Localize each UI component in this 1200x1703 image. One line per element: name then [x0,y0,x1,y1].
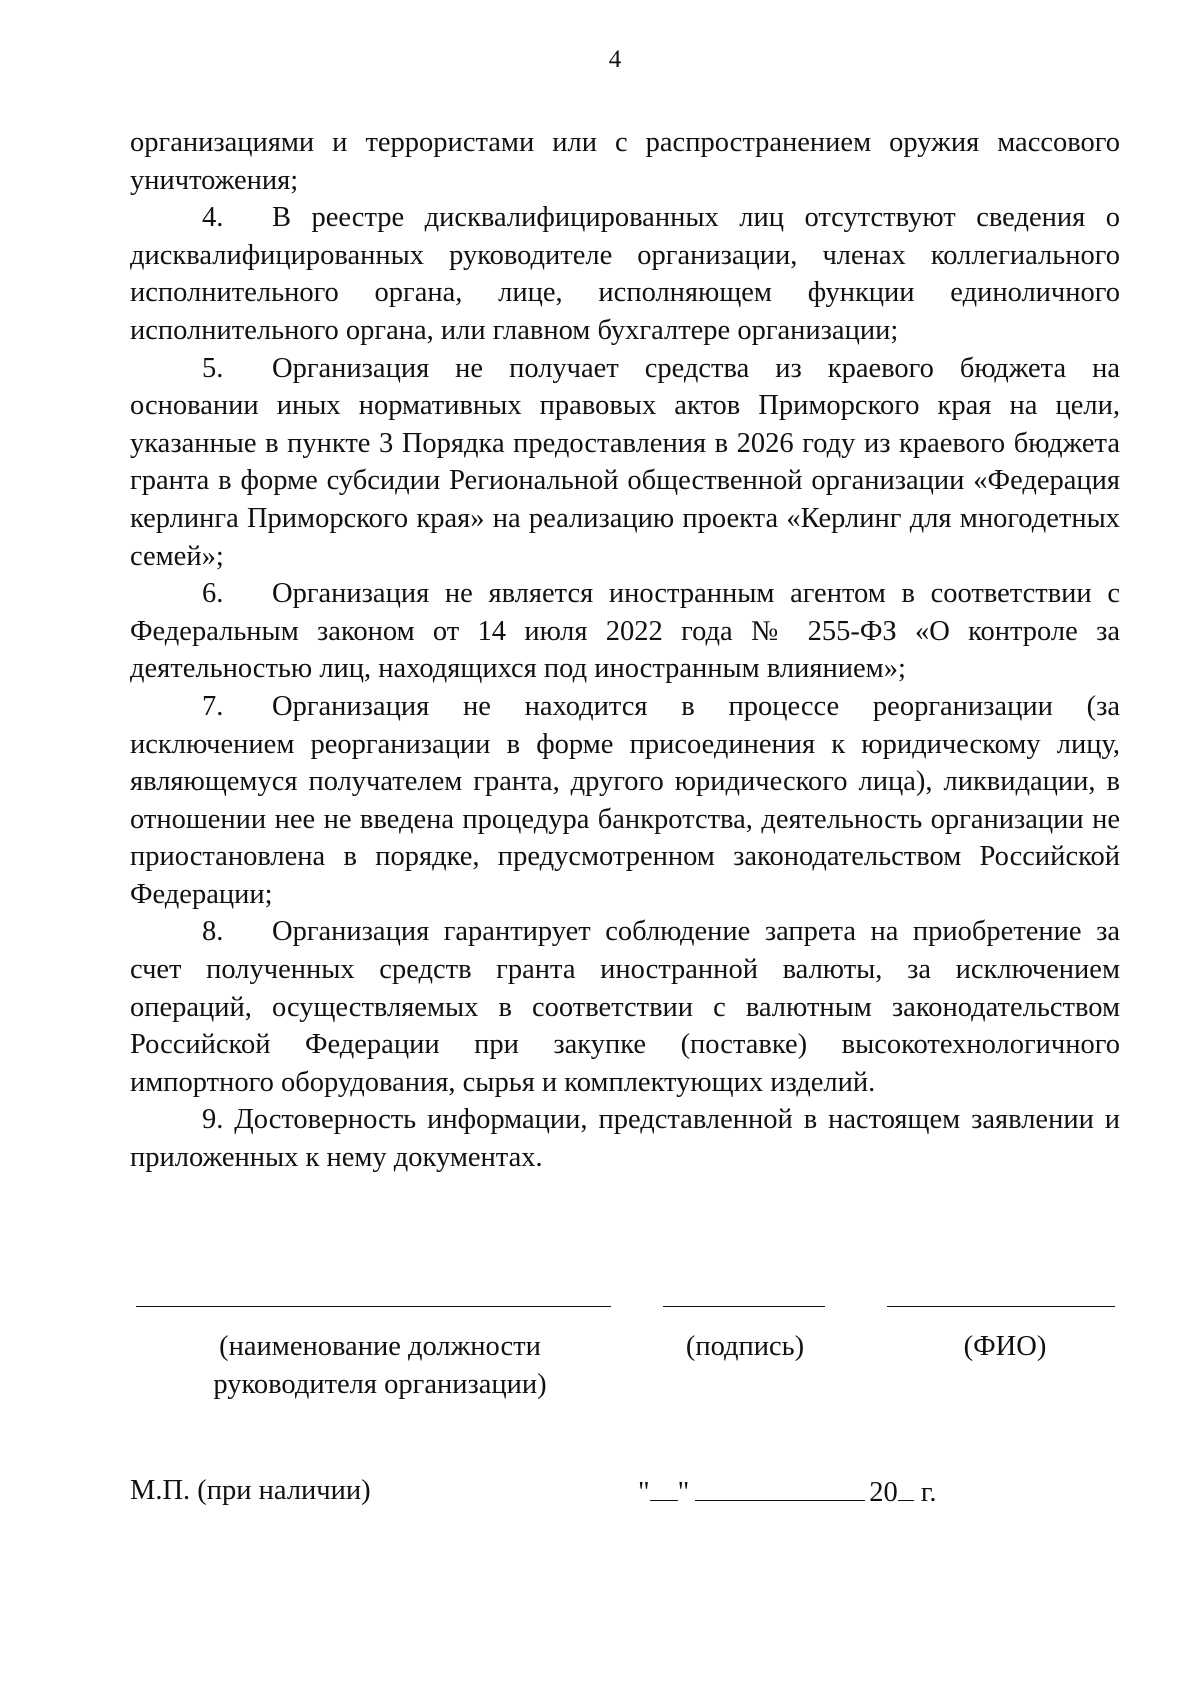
item-5-text: Организация не получает средства из краевого бюджета на основании иных нормативных правовых актов Приморского края на цели, указанные в пункте 3 Порядка предоставления в 2026 году из краевого бюджета гранта в форме субсидии Региональной общественной организации «Федерация керлинга Приморского края» на реализацию проекта «Керлинг для многодетных семей»; [130,352,1120,572]
name-caption: (ФИО) [963,1331,1047,1362]
month-blank [695,1472,865,1501]
item-4-text: В реестре дисквалифицированных лиц отсутствуют сведения о дисквалифицированных руководителе организации, членах коллегиального исполнительного органа, лице, исполняющем функции единоличного исполнительного органа, или главном бухгалтере организации; [130,202,1120,346]
item-8-text: Организация гарантирует соблюдение запрета на приобретение за счет полученных средств гранта иностранной валюты, за исключением операций, осуществляемых в соответствии с валютным законодательством Российской Федерации при закупке (поставке) высокотехнологичного импортного оборудования, сырья и комплектующих изделий. [130,916,1120,1098]
item-7-text: Организация не находится в процессе реорганизации (за исключением реорганизации в форме присоединения к юридическому лицу, являющемуся получателем гранта, другого юридического лица), ликвидации, в отношении нее не введена процедура банкротства, деятельность организации не приостановлена в порядке, предусмотренном законодательством Российской Федерации; [130,690,1120,910]
date-block [638,1472,937,1512]
item-5-paragraph [130,350,1120,576]
item-6-paragraph [130,575,1120,688]
name-signature-line [887,1306,1115,1307]
page-number: 4 [608,46,622,73]
item-4-paragraph [130,199,1120,349]
signature-line [663,1306,825,1307]
signature-caption: (подпись) [685,1331,805,1362]
item-8-paragraph [130,913,1120,1101]
item-7-paragraph [130,688,1120,914]
day-blank [650,1472,678,1501]
document-body [130,124,1120,1177]
date-quote-close: " [677,1477,690,1508]
year-blank [898,1472,914,1501]
item-7-number: 7. [202,690,224,722]
item-8-number: 8. [202,916,224,948]
position-signature-line [136,1306,611,1307]
position-caption-line-1: (наименование должности [219,1331,541,1362]
year-prefix: 20 [869,1477,898,1508]
item-9-paragraph: 9. Достоверность информации, представленной в настоящем заявлении и приложенных к нему документах. [130,1104,1120,1174]
stamp-note: М.П. (при наличии) [130,1475,371,1506]
continuation-paragraph: организациями и террористами или с распространением оружия массового уничтожения; [130,127,1120,196]
item-6-text: Организация не является иностранным агентом в соответствии с Федеральным законом от 14 июля 2022 года № 255-ФЗ «О контроле за деятельностью лиц, находящихся под иностранным влиянием»; [130,578,1120,685]
position-caption [180,1328,580,1404]
item-6-number: 6. [202,578,224,610]
year-suffix: г. [920,1477,937,1508]
item-5-number: 5. [202,352,224,384]
item-4-number: 4. [202,202,224,234]
position-caption-line-2: руководителя организации) [213,1369,547,1400]
date-quote-open: " [638,1477,650,1508]
